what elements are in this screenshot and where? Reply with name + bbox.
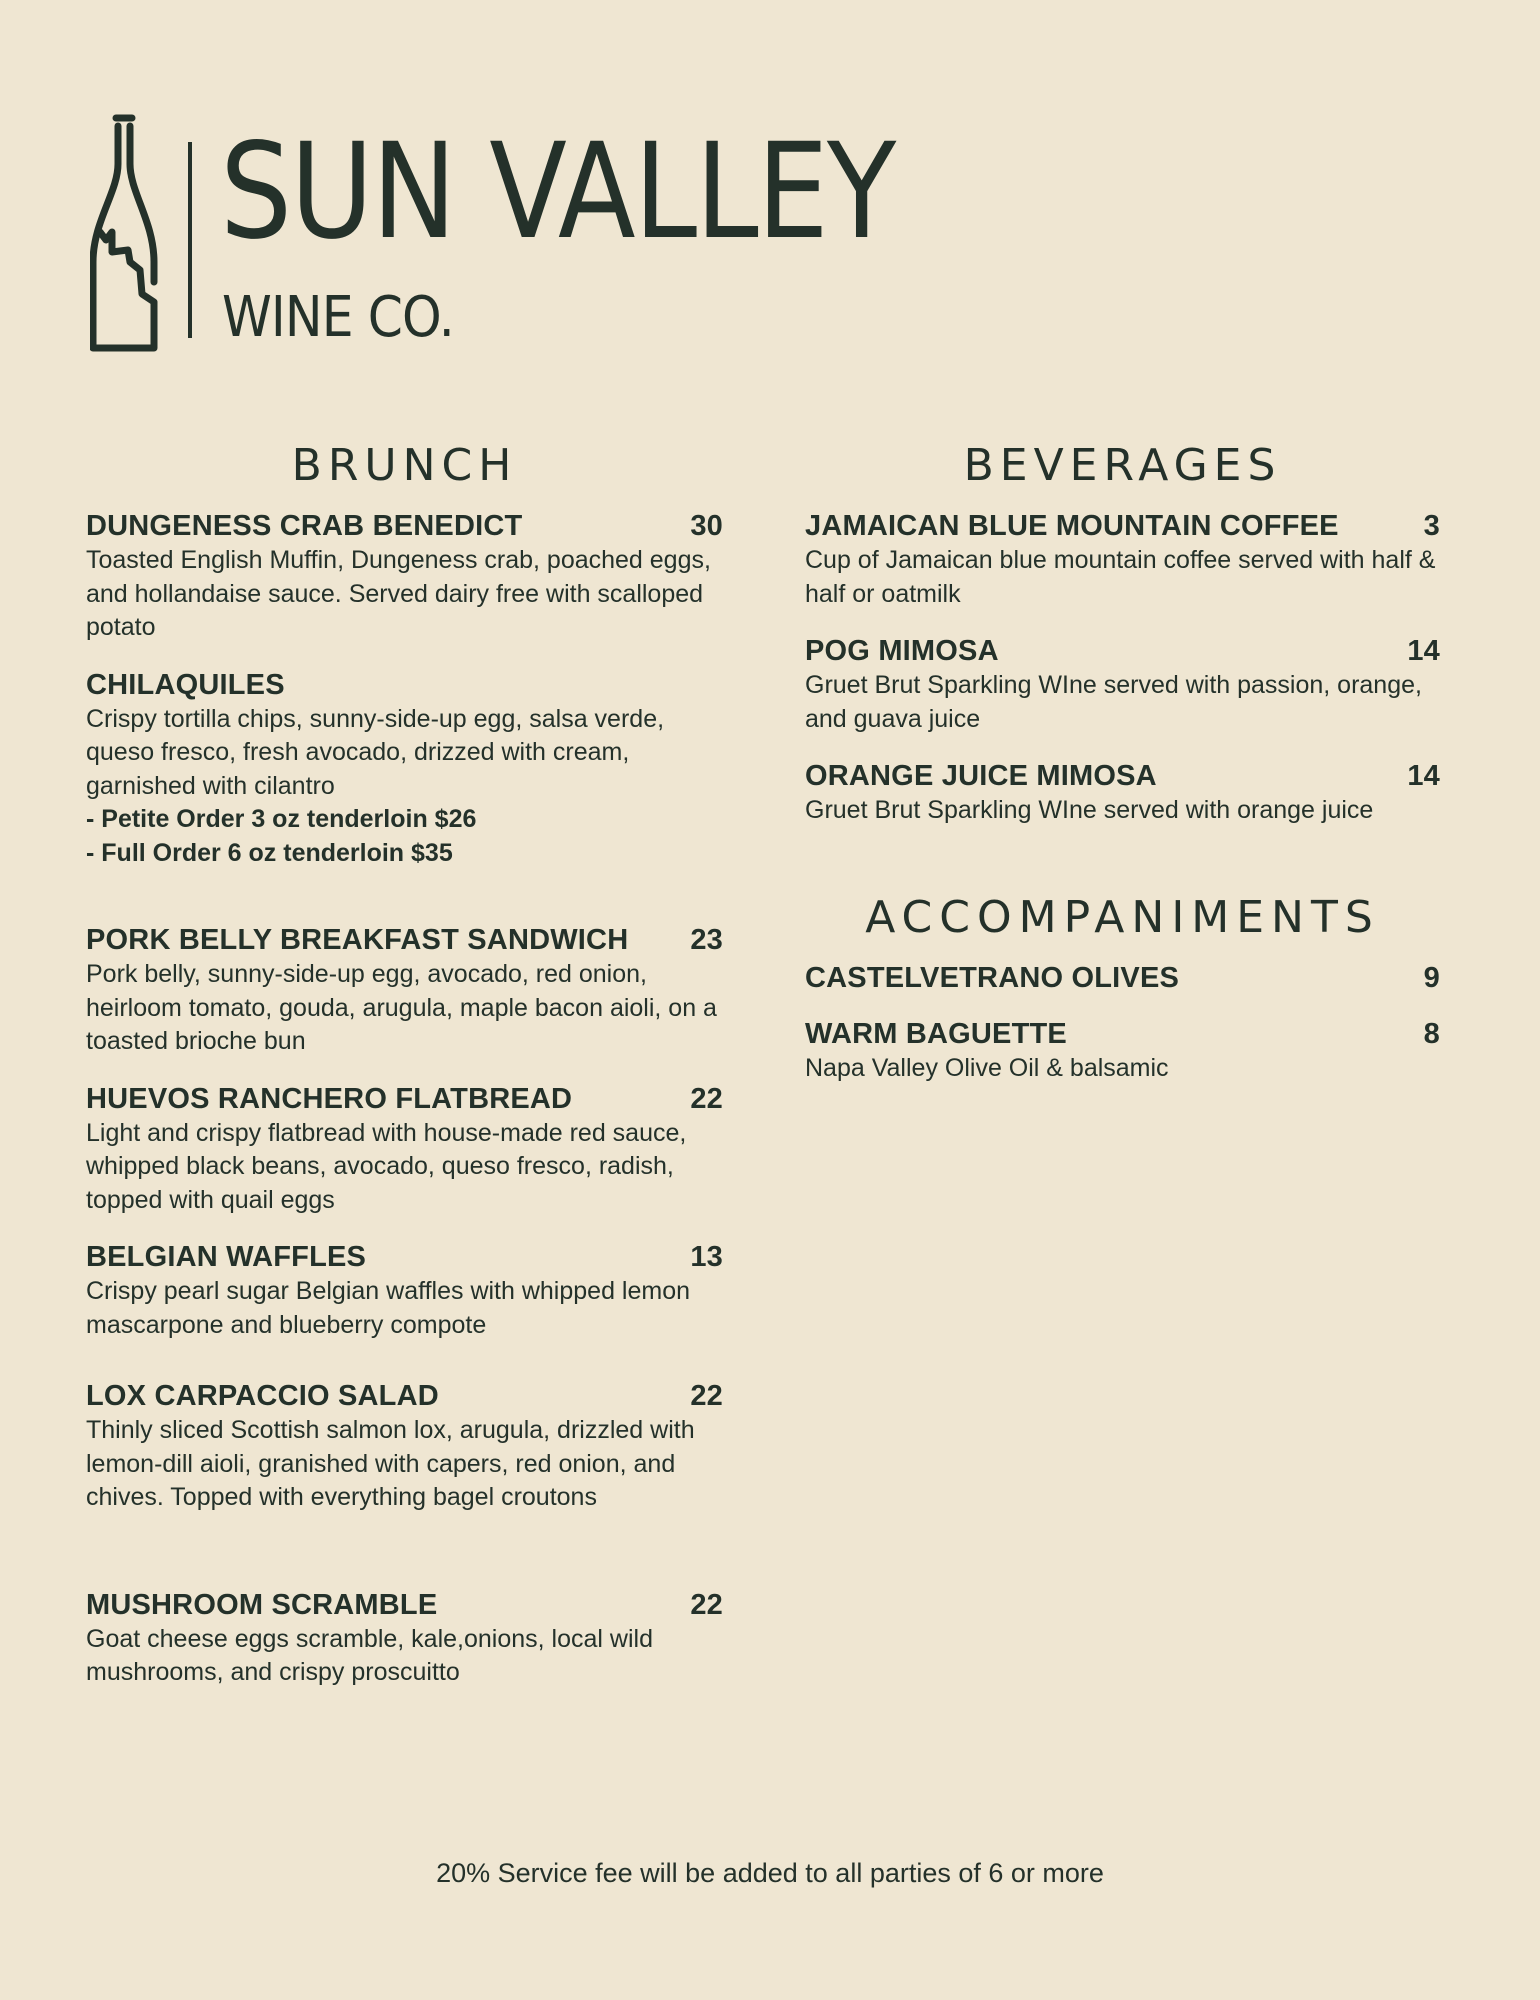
- item-description: Napa Valley Olive Oil & balsamic: [805, 1053, 1169, 1082]
- menu-item: [805, 960, 1440, 996]
- item-price: 14: [1407, 760, 1440, 792]
- item-price: 23: [690, 924, 723, 956]
- item-name: CHILAQUILES: [86, 668, 285, 701]
- item-name: WARM BAGUETTE: [805, 1017, 1067, 1050]
- menu-item: [805, 633, 1440, 736]
- beverages-section: [805, 438, 1440, 1107]
- item-description: Cup of Jamaican blue mountain coffee served with half & half or oatmilk: [805, 546, 1436, 608]
- item-price: 9: [1423, 961, 1440, 994]
- item-description: Crispy tortilla chips, sunny-side-up egg, salsa verde, queso fresco, fresh avocado, drizzed with cream, garnished with cilantro: [86, 704, 665, 800]
- menu-item: [86, 1239, 723, 1342]
- menu-item: [86, 1081, 723, 1218]
- item-name: POG MIMOSA: [805, 635, 999, 667]
- beverages-title: BEVERAGES: [963, 440, 1282, 491]
- item-name: ORANGE JUICE MIMOSA: [805, 760, 1157, 792]
- item-name: MUSHROOM SCRAMBLE: [86, 1588, 438, 1621]
- menu-item: [86, 922, 723, 1059]
- item-price: 22: [690, 1588, 723, 1621]
- brunch-section: [86, 438, 723, 1712]
- item-description: Gruet Brut Sparkling WIne served with orange juice: [805, 796, 1374, 824]
- menu-item: [86, 1378, 723, 1515]
- brand-name: SUN VALLEY: [220, 115, 895, 269]
- item-option-full: - Full Order 6 oz tenderloin $35: [86, 838, 453, 867]
- brunch-title: BRUNCH: [291, 440, 518, 491]
- item-price: 13: [690, 1241, 723, 1273]
- item-description: Toasted English Muffin, Dungeness crab, poached eggs, and hollandaise sauce. Served dairy free with scalloped potato: [86, 546, 711, 641]
- item-name: LOX CARPACCIO SALAD: [86, 1380, 439, 1412]
- item-description: Thinly sliced Scottish salmon lox, arugula, drizzled with lemon-dill aioli, granished with capers, red onion, and chives. Topped with everything bagel croutons: [86, 1416, 695, 1511]
- service-fee-note: 20% Service fee will be added to all parties of 6 or more: [436, 1858, 1104, 1888]
- item-name: JAMAICAN BLUE MOUNTAIN COFFEE: [805, 510, 1339, 542]
- menu-item: [805, 508, 1440, 611]
- menu-item: [86, 1587, 723, 1690]
- item-price: 22: [690, 1082, 723, 1115]
- item-description: Pork belly, sunny-side-up egg, avocado, red onion, heirloom tomato, gouda, arugula, maple bacon aioli, on a toasted brioche bun: [86, 960, 717, 1055]
- menu-item: [805, 758, 1440, 828]
- item-description: Crispy pearl sugar Belgian waffles with whipped lemon mascarpone and blueberry compote: [86, 1277, 691, 1339]
- accompaniments-title: ACCOMPANIMENTS: [865, 891, 1380, 943]
- item-price: 30: [690, 510, 723, 542]
- item-name: BELGIAN WAFFLES: [86, 1241, 367, 1273]
- item-name: CASTELVETRANO OLIVES: [805, 961, 1180, 994]
- menu-item: [86, 508, 723, 645]
- item-price: 14: [1407, 635, 1440, 667]
- item-option-petite: - Petite Order 3 oz tenderloin $26: [86, 805, 477, 833]
- accompaniments-section: [805, 890, 1440, 1086]
- item-description: Light and crispy flatbread with house-made red sauce, whipped black beans, avocado, queso fresco, radish, topped with quail eggs: [86, 1118, 687, 1214]
- menu-item: [86, 667, 723, 871]
- item-price: 8: [1423, 1017, 1440, 1050]
- brand-logo: [90, 112, 910, 357]
- item-name: HUEVOS RANCHERO FLATBREAD: [86, 1082, 573, 1115]
- menu-item: [805, 1016, 1440, 1086]
- item-name: DUNGENESS CRAB BENEDICT: [86, 510, 523, 542]
- item-description: Gruet Brut Sparkling WIne served with passion, orange, and guava juice: [805, 671, 1422, 733]
- item-price: 22: [690, 1380, 723, 1412]
- item-price: 3: [1423, 510, 1440, 542]
- item-description: Goat cheese eggs scramble, kale,onions, local wild mushrooms, and crispy proscuitto: [86, 1624, 653, 1686]
- item-name: PORK BELLY BREAKFAST SANDWICH: [86, 924, 629, 956]
- brand-subtitle: WINE CO.: [222, 285, 454, 350]
